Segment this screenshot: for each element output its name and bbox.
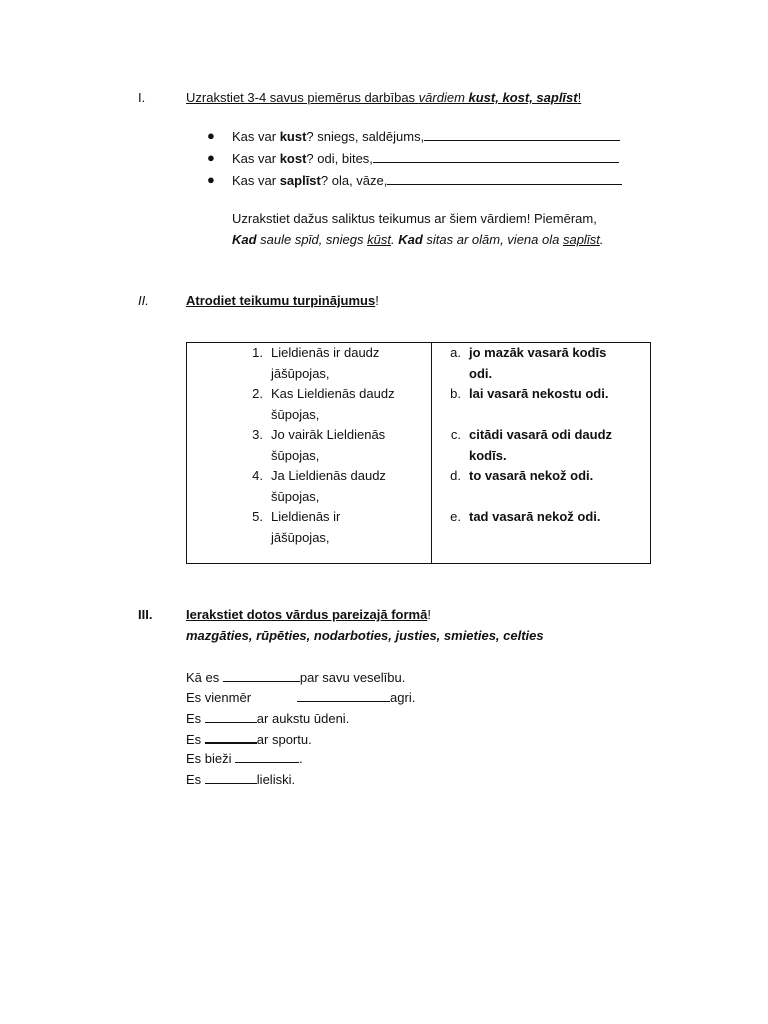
item-line1: Lieldienās ir <box>271 509 341 524</box>
bullet-pre: Kas var <box>232 129 280 144</box>
answer-blank[interactable] <box>373 150 619 163</box>
item-letter: c. <box>450 427 461 442</box>
example-kad: Kad <box>398 232 423 247</box>
fill-sentence <box>186 669 405 685</box>
bullet-icon: ● <box>207 150 215 165</box>
fill-sentence <box>186 750 303 766</box>
sentence-pre: Kā es <box>186 670 223 685</box>
instruction-text: Uzrakstiet dažus saliktus teikumus ar šiem vārdiem! Piemēram, <box>232 211 597 226</box>
sentence-post: ar aukstu ūdeni. <box>256 711 350 726</box>
bullet-icon: ● <box>207 172 215 187</box>
sentence-post: ar sportu. <box>256 732 312 747</box>
fill-sentence <box>186 771 295 787</box>
answer-blank[interactable] <box>424 128 620 141</box>
section-3-number: III. <box>138 607 153 622</box>
item-line2: šūpojas, <box>271 447 320 463</box>
example-word: kūst <box>367 232 391 247</box>
item-line1: tad vasarā nekož odi. <box>469 509 601 524</box>
section-1-heading <box>186 90 581 105</box>
item-number: 1. <box>252 345 263 360</box>
section-3-heading <box>186 607 431 622</box>
sentence-post: lieliski. <box>256 772 296 787</box>
heading-italic: vārdiem <box>418 90 469 105</box>
bullet-pre: Kas var <box>232 173 280 188</box>
item-letter: e. <box>450 509 461 524</box>
sentence-pre: Es bieži <box>186 751 236 766</box>
answer-blank[interactable] <box>223 669 300 682</box>
bullet-pre: Kas var <box>232 151 280 166</box>
item-line1: Ja Lieldienās daudz <box>271 468 386 483</box>
heading-prefix: Uzrakstiet 3-4 savus piemērus darbības <box>186 90 419 105</box>
bullet-post: ? odi, bites, <box>306 151 373 166</box>
item-line2: odi. <box>469 365 493 381</box>
item-line2: jāšūpojas, <box>271 365 330 381</box>
item-line2: kodīs. <box>469 447 507 463</box>
item-number: 5. <box>252 509 263 524</box>
item-letter: a. <box>450 345 461 360</box>
item-number: 3. <box>252 427 263 442</box>
bullet-word: kost <box>279 151 307 166</box>
matching-table <box>186 342 651 564</box>
example-kad: Kad <box>232 232 257 247</box>
answer-blank[interactable] <box>235 750 299 763</box>
item-number: 4. <box>252 468 263 483</box>
item-line2: jāšūpojas, <box>271 529 330 545</box>
answer-blank[interactable] <box>297 689 390 702</box>
example-sentence <box>232 232 603 247</box>
sentence-post: agri. <box>390 690 416 705</box>
section-1-number: I. <box>138 90 146 105</box>
example-part: saule spīd, sniegs <box>256 232 368 247</box>
word-list: mazgāties, rūpēties, nodarboties, justies, smieties, celties <box>186 628 544 643</box>
sentence-post: . <box>299 751 303 766</box>
item-line1: Jo vairāk Lieldienās <box>271 427 386 442</box>
fill-sentence <box>186 710 349 726</box>
answer-blank[interactable] <box>205 730 257 744</box>
item-line1: lai vasarā nekostu odi. <box>469 386 609 401</box>
heading-text: Ierakstiet dotos vārdus pareizajā formā <box>186 607 428 622</box>
heading-text: Atrodiet teikumu turpinājumus <box>186 293 376 308</box>
item-number: 2. <box>252 386 263 401</box>
item-line2: šūpojas, <box>271 488 320 504</box>
fill-sentence <box>186 689 415 705</box>
bullet-word: kust <box>279 129 307 144</box>
bullet-post: ? sniegs, saldējums, <box>306 129 425 144</box>
example-part: sitas ar olām, viena ola <box>422 232 563 247</box>
bullet-post: ? ola, vāze, <box>320 173 388 188</box>
item-line1: Kas Lieldienās daudz <box>271 386 395 401</box>
answer-blank[interactable] <box>205 710 257 723</box>
sentence-post: par savu veselību. <box>299 670 406 685</box>
table-divider <box>431 343 432 563</box>
bullet-word: saplīst <box>279 173 321 188</box>
sentence-pre: Es vienmēr <box>186 690 252 705</box>
sentence-pre: Es <box>186 711 205 726</box>
item-letter: d. <box>450 468 461 483</box>
example-dot: . <box>390 232 399 247</box>
sentence-pre: Es <box>186 732 205 747</box>
item-line2: šūpojas, <box>271 406 320 422</box>
item-line1: to vasarā nekož odi. <box>469 468 594 483</box>
sentence-pre: Es <box>186 772 205 787</box>
item-line1: citādi vasarā odi daudz <box>469 427 613 442</box>
item-line1: Lieldienās ir daudz <box>271 345 380 360</box>
answer-blank[interactable] <box>205 771 257 784</box>
example-word: saplīst <box>562 232 600 247</box>
heading-suffix: ! <box>577 90 582 105</box>
fill-sentence <box>186 730 312 747</box>
example-dot: . <box>599 232 604 247</box>
section-2-heading <box>186 293 379 308</box>
heading-suffix: ! <box>375 293 379 308</box>
bullet-icon: ● <box>207 128 215 143</box>
answer-blank[interactable] <box>387 172 622 185</box>
section-2-number: II. <box>138 293 149 308</box>
heading-suffix: ! <box>427 607 431 622</box>
item-letter: b. <box>450 386 461 401</box>
item-line1: jo mazāk vasarā kodīs <box>469 345 607 360</box>
heading-verbs: kust, kost, saplīst <box>468 90 578 105</box>
